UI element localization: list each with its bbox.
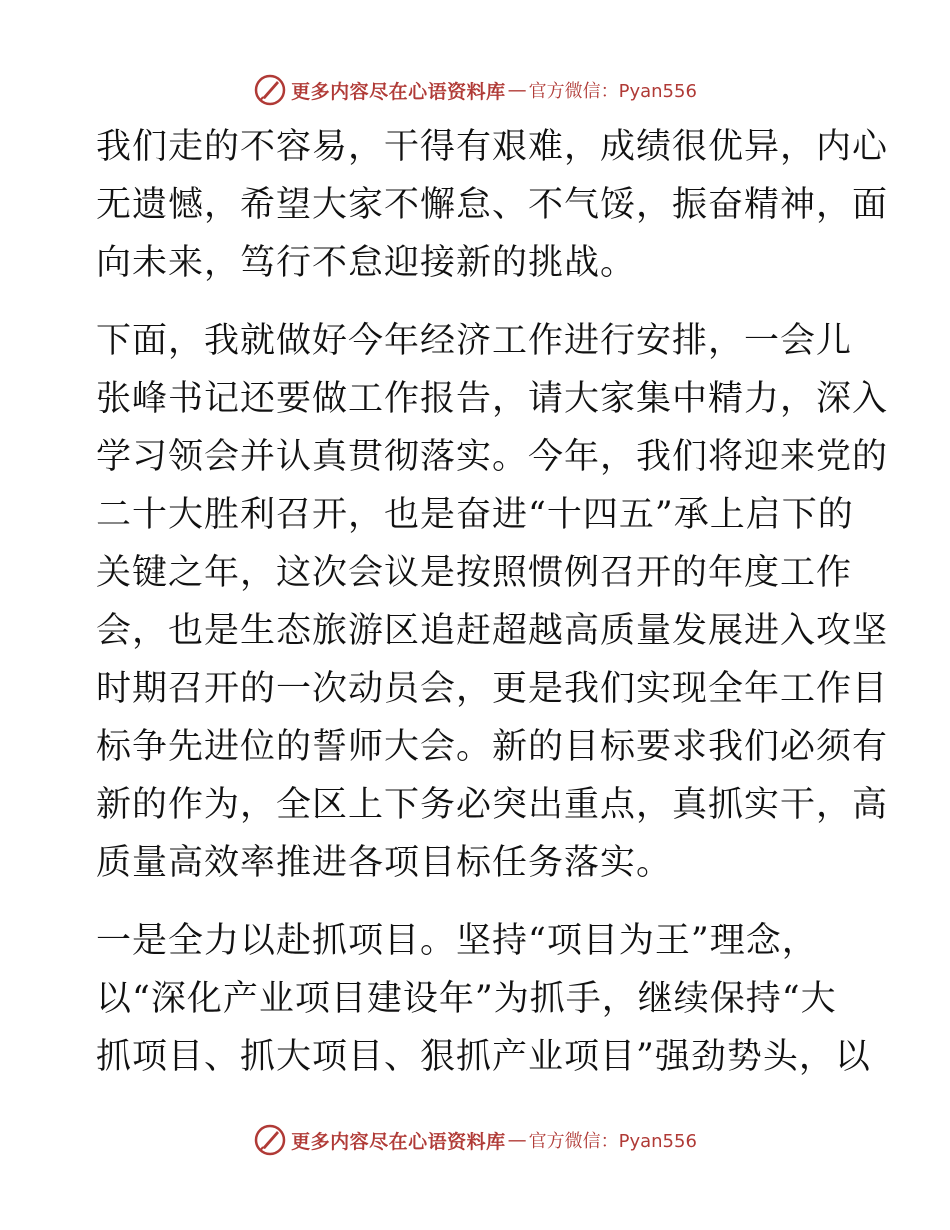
text-line: 会，也是生态旅游区追赶超越高质量发展进入攻坚 (96, 611, 889, 651)
text-line: 一是全力以赴抓项目。坚持“项目为王”理念， (96, 921, 818, 961)
text-line: 时期召开的一次动员会，更是我们实现全年工作目 (96, 669, 889, 709)
text-line: 二十大胜利召开，也是奋进“十四五”承上启下的 (96, 495, 854, 535)
text-line: 关键之年，这次会议是按照惯例召开的年度工作 (96, 553, 853, 593)
quill-logo-icon (253, 73, 287, 107)
quill-logo-icon (253, 1123, 287, 1157)
text-line: 以“深化产业项目建设年”为抓手，继续保持“大 (96, 979, 837, 1019)
paragraph-3 (96, 912, 871, 1086)
text-line: 张峰书记还要做工作报告，请大家集中精力，深入 (96, 379, 889, 419)
footer-banner (0, 1120, 950, 1160)
footer-contact-text: 官方微信：Pyan556 (528, 1131, 697, 1152)
document-body (96, 118, 889, 1086)
header-brand-text: 更多内容尽在心语资料库 (291, 80, 506, 103)
header-banner (0, 70, 950, 110)
paragraph-1 (96, 118, 889, 292)
text-line: 无遗憾，希望大家不懈怠、不气馁，振奋精神，面 (96, 185, 889, 225)
text-line: 标争先进位的誓师大会。新的目标要求我们必须有 (96, 727, 889, 767)
text-line: 新的作为，全区上下务必突出重点，真抓实干，高 (96, 785, 889, 825)
text-line: 抓项目、抓大项目、狠抓产业项目”强劲势头，以 (96, 1037, 871, 1077)
text-line: 我们走的不容易，干得有艰难，成绩很优异，内心 (96, 127, 889, 167)
text-line: 向未来，笃行不怠迎接新的挑战。 (96, 243, 637, 283)
paragraph-2 (96, 312, 889, 892)
footer-separator: — (507, 1129, 527, 1151)
header-contact-text: 官方微信：Pyan556 (528, 81, 697, 102)
text-line: 下面，我就做好今年经济工作进行安排，一会儿 (96, 321, 853, 361)
text-line: 学习领会并认真贯彻落实。今年，我们将迎来党的 (96, 437, 889, 477)
header-separator: — (507, 79, 527, 101)
text-line: 质量高效率推进各项目标任务落实。 (96, 843, 673, 883)
footer-brand-text: 更多内容尽在心语资料库 (291, 1130, 506, 1153)
